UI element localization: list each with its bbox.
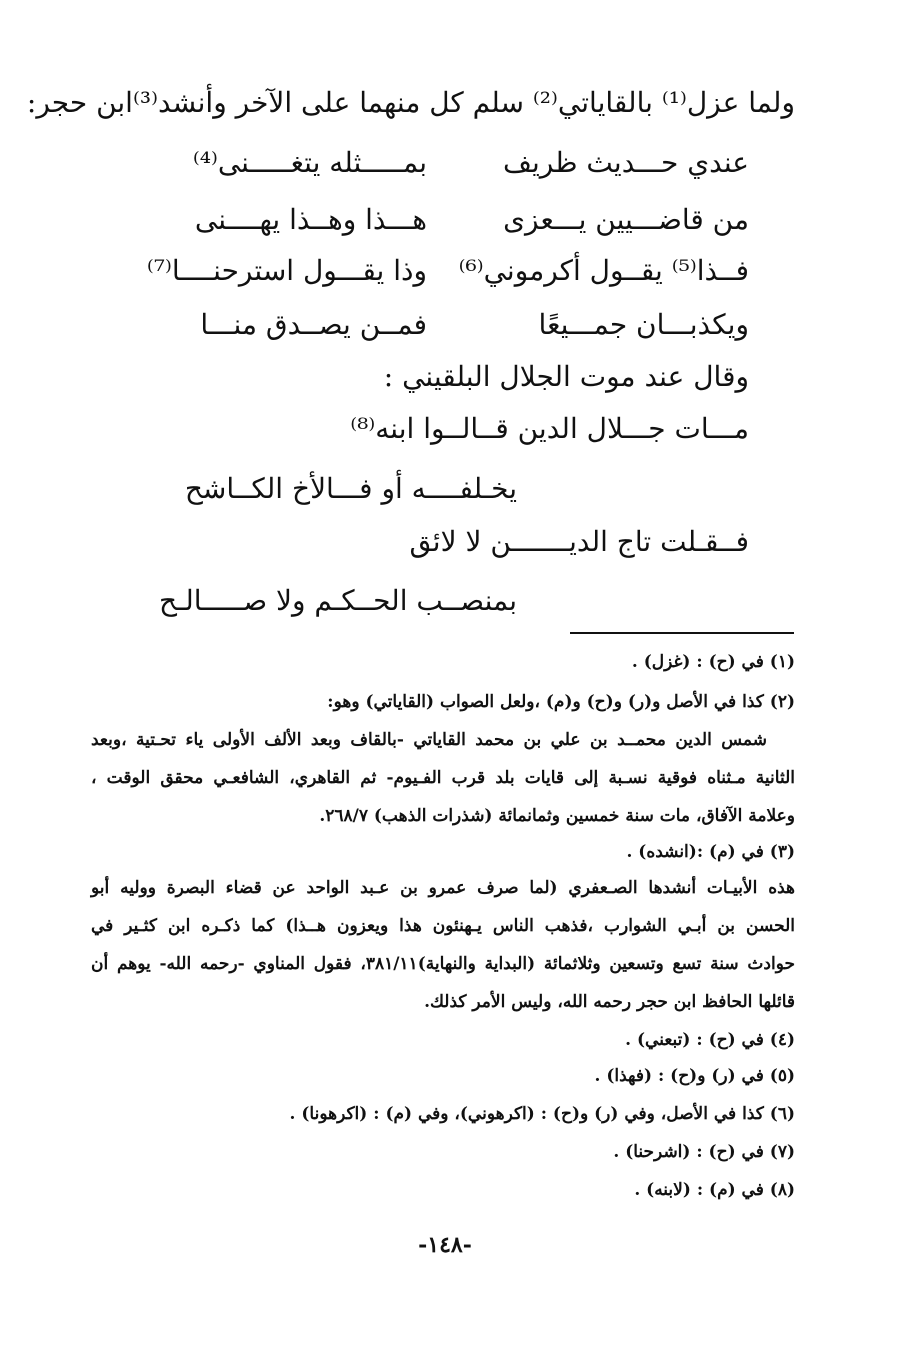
footnote-2-body-3: وعلامة الآفاق، مات سنة خمسين وثمانمائة (شذرات الذهب) ٢٦٨/٧. xyxy=(319,806,795,826)
verse-1-left: بمـــــثله يتغـــــنى⁽⁴⁾ xyxy=(192,146,427,179)
verse-7: فــقـلت تاج الديـــــــن لا لائق xyxy=(409,525,749,558)
verse-4-right: ويكذبـــان جمـــيعًا xyxy=(538,308,749,341)
page-number: -١٤٨- xyxy=(418,1232,472,1258)
verse-3-left: وذا يقـــول استرحنــــا⁽⁷⁾ xyxy=(146,254,427,287)
verse-5: مـــات جـــلال الدين قــالــوا ابنه⁽⁸⁾ xyxy=(350,412,749,445)
footnote-3-body-4: قائلها الحافظ ابن حجر رحمه الله، وليس الأمر كذلك. xyxy=(424,992,795,1012)
verse-2-right: من قاضـــيين يـــعزى xyxy=(503,203,749,236)
footnote-7: (٧) في (ح) : (اشرحنا) . xyxy=(613,1142,795,1162)
footnote-2: (٢) كذا في الأصل و(ر) و(ح) و(م) ،ولعل الصواب (القاياتي) وهو: xyxy=(327,692,795,712)
footnote-8: (٨) في (م) : (لابنه) . xyxy=(634,1180,795,1200)
footnote-2-body-2: الثانية مـثناه فوقية نسـبة إلى قايات بلد قرب الفـيوم- ثم القاهري، الشافعـي محقق الوقت ، xyxy=(91,768,795,788)
verse-1-right: عندي حـــديث ظريف xyxy=(503,146,749,179)
footnote-3-body-2: الحسن بن أبـي الشوارب ،فذهب الناس يـهنئون هذا ويعزون هــذا) كما ذكـره ابن كثـير في xyxy=(91,916,795,936)
verse-2-left: هـــذا وهــذا يهــــنى xyxy=(194,203,427,236)
footnote-rule xyxy=(570,632,794,634)
footnote-1: (١) في (ح) : (غزل) . xyxy=(631,652,795,672)
verse-3-right: فــذا⁽⁵⁾ يقــول أكرموني⁽⁶⁾ xyxy=(458,254,749,287)
footnote-2-body-1: شمس الدين محمــد بن علي بن محمد القاياتي -بالقاف وبعد الألف الأولى ياء تحـتية ،وبعد xyxy=(91,730,767,750)
footnote-3-body-3: حوادث سنة تسع وتسعين وثلاثمائة (البداية والنهاية)٣٨١/١١، فقول المناوي -رحمه الله- يوهم أن xyxy=(91,954,795,974)
footnote-4: (٤) في (ح) : (تبعني) . xyxy=(625,1030,795,1050)
verse-6: يخـلفــــه أو فـــالأخ الكــاشح xyxy=(184,472,517,505)
intro-line: ولما عزل⁽¹⁾ بالقاياتي⁽²⁾ سلم كل منهما على الآخر وأنشد⁽³⁾ابن حجر: xyxy=(26,86,795,119)
footnote-3-body-1: هذه الأبيـات أنشدها الصـعفري (لما صرف عمرو بن عـبد الواحد عن قضاء البصرة ووليه أبو xyxy=(91,878,795,898)
verse-8: بمنصــب الحــكـم ولا صـــــالـح xyxy=(158,584,517,617)
footnote-6: (٦) كذا في الأصل، وفي (ر) و(ح) : (اكرهوني)، وفي (م) : (اكرهونا) . xyxy=(289,1104,795,1124)
footnote-3: (٣) في (م) :(انشده) . xyxy=(626,842,795,862)
footnote-5: (٥) في (ر) و(ح) : (فهذا) . xyxy=(594,1066,795,1086)
intro-line-2: وقال عند موت الجلال البلقيني : xyxy=(383,360,749,393)
verse-4-left: فمــن يصــدق منـــا xyxy=(200,308,427,341)
